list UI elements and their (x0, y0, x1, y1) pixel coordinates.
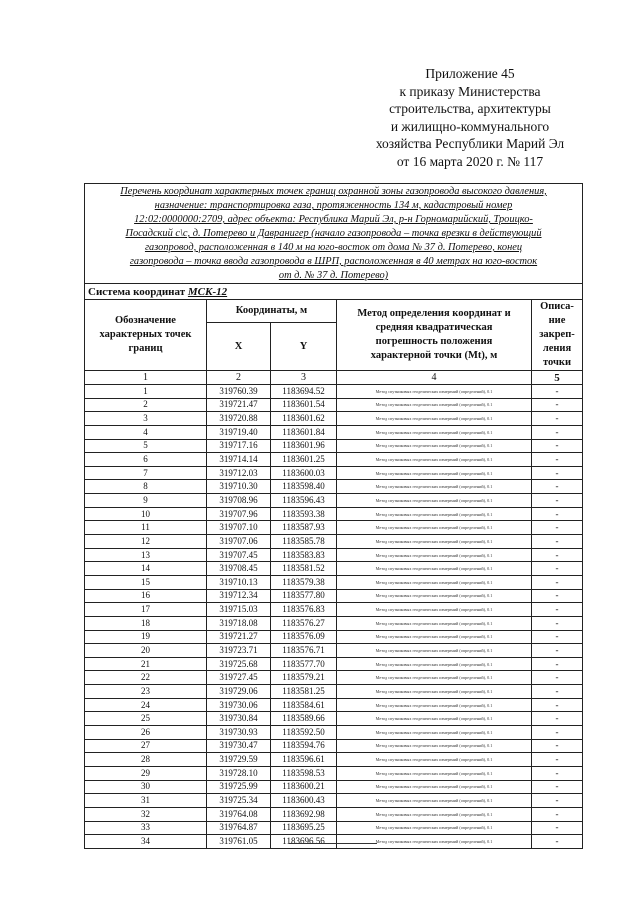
point-number-cell: 12 (85, 535, 207, 549)
y-coordinate-cell: 1183598.40 (271, 480, 337, 494)
y-coordinate-cell: 1183577.70 (271, 657, 337, 671)
y-coordinate-cell: 1183596.61 (271, 753, 337, 767)
method-cell: Метод спутниковых геодезических измерений (определений), 0.1 (337, 616, 532, 630)
table-row (85, 821, 583, 835)
table-row (85, 439, 583, 453)
description-cell: - (532, 412, 583, 426)
header-row (85, 300, 583, 323)
point-number-cell: 14 (85, 562, 207, 576)
table-row (85, 385, 583, 399)
col-coords-header: Координаты, м (207, 300, 337, 323)
table-row (85, 644, 583, 658)
point-number-cell: 29 (85, 766, 207, 780)
description-cell: - (532, 466, 583, 480)
table-row (85, 480, 583, 494)
method-cell: Метод спутниковых геодезических измерений (определений), 0.1 (337, 712, 532, 726)
x-coordinate-cell: 319764.87 (207, 821, 271, 835)
table-row (85, 712, 583, 726)
header-line: Приложение 45 (425, 66, 515, 81)
y-coordinate-cell: 1183592.50 (271, 726, 337, 740)
x-coordinate-cell: 319729.06 (207, 685, 271, 699)
table-row (85, 398, 583, 412)
y-coordinate-cell: 1183598.53 (271, 766, 337, 780)
y-coordinate-cell: 1183581.25 (271, 685, 337, 699)
description-cell: - (532, 685, 583, 699)
point-number-cell: 25 (85, 712, 207, 726)
table-row (85, 794, 583, 808)
x-coordinate-cell: 319730.84 (207, 712, 271, 726)
method-cell: Метод спутниковых геодезических измерений (определений), 0.1 (337, 398, 532, 412)
table-row (85, 780, 583, 794)
method-cell: Метод спутниковых геодезических измерений (определений), 0.1 (337, 562, 532, 576)
x-coordinate-cell: 319708.45 (207, 562, 271, 576)
point-number-cell: 10 (85, 507, 207, 521)
table-row (85, 726, 583, 740)
table-row (85, 494, 583, 508)
column-number: 4 (337, 371, 532, 385)
header-line: к приказу Министерства (399, 83, 541, 99)
method-cell: Метод спутниковых геодезических измерений (определений), 0.1 (337, 425, 532, 439)
y-coordinate-cell: 1183577.80 (271, 589, 337, 603)
table-row (85, 562, 583, 576)
table-row (85, 685, 583, 699)
description-cell: - (532, 548, 583, 562)
description-cell: - (532, 385, 583, 399)
title-line: от д. № 37 д. Потерево) (278, 270, 389, 281)
table-row (85, 589, 583, 603)
table-row (85, 466, 583, 480)
description-cell: - (532, 480, 583, 494)
y-coordinate-cell: 1183576.09 (271, 630, 337, 644)
point-number-cell: 2 (85, 398, 207, 412)
x-coordinate-cell: 319725.68 (207, 657, 271, 671)
method-cell: Метод спутниковых геодезических измерений (определений), 0.1 (337, 494, 532, 508)
point-number-cell: 30 (85, 780, 207, 794)
point-number-cell: 21 (85, 657, 207, 671)
point-number-cell: 5 (85, 439, 207, 453)
description-cell: - (532, 698, 583, 712)
x-coordinate-cell: 319707.10 (207, 521, 271, 535)
method-cell: Метод спутниковых геодезических измерений (определений), 0.1 (337, 385, 532, 399)
point-number-cell: 4 (85, 425, 207, 439)
table-row (85, 807, 583, 821)
system-row (85, 284, 583, 300)
point-number-cell: 13 (85, 548, 207, 562)
table-row (85, 425, 583, 439)
method-cell: Метод спутниковых геодезических измерений (определений), 0.1 (337, 821, 532, 835)
description-cell: - (532, 794, 583, 808)
y-coordinate-cell: 1183600.03 (271, 466, 337, 480)
y-coordinate-cell: 1183601.84 (271, 425, 337, 439)
title-line: Посадский с\с, д. Потерево и Давранигер (начало газопровода – точка врезки в действующий (125, 228, 542, 239)
y-coordinate-cell: 1183576.27 (271, 616, 337, 630)
point-number-cell: 18 (85, 616, 207, 630)
point-number-cell: 23 (85, 685, 207, 699)
method-cell: Метод спутниковых геодезических измерений (определений), 0.1 (337, 603, 532, 617)
method-cell: Метод спутниковых геодезических измерений (определений), 0.1 (337, 835, 532, 849)
x-coordinate-cell: 319725.99 (207, 780, 271, 794)
method-cell: Метод спутниковых геодезических измерений (определений), 0.1 (337, 726, 532, 740)
col-y-header: Y (271, 323, 337, 371)
y-coordinate-cell: 1183600.43 (271, 794, 337, 808)
title-line: назначение: транспортировка газа, протяженность 134 м, кадастровый номер (154, 200, 513, 211)
table-row (85, 412, 583, 426)
header-line: и жилищно-коммунального (390, 118, 550, 134)
point-number-cell: 20 (85, 644, 207, 658)
y-coordinate-cell: 1183584.61 (271, 698, 337, 712)
description-cell: - (532, 753, 583, 767)
method-cell: Метод спутниковых геодезических измерений (определений), 0.1 (337, 753, 532, 767)
table-row (85, 603, 583, 617)
description-cell: - (532, 562, 583, 576)
y-coordinate-cell: 1183694.52 (271, 385, 337, 399)
x-coordinate-cell: 319719.40 (207, 425, 271, 439)
point-number-cell: 11 (85, 521, 207, 535)
description-cell: - (532, 739, 583, 753)
method-cell: Метод спутниковых геодезических измерений (определений), 0.1 (337, 807, 532, 821)
method-cell: Метод спутниковых геодезических измерений (определений), 0.1 (337, 780, 532, 794)
method-cell: Метод спутниковых геодезических измерений (определений), 0.1 (337, 439, 532, 453)
table-row (85, 507, 583, 521)
title-line: Перечень координат характерных точек границ охранной зоны газопровода высокого давления, (120, 186, 547, 197)
x-coordinate-cell: 319728.10 (207, 766, 271, 780)
system-value: МСК-12 (187, 285, 228, 298)
table-title (85, 184, 583, 284)
y-coordinate-cell: 1183576.83 (271, 603, 337, 617)
x-coordinate-cell: 319707.45 (207, 548, 271, 562)
title-line: газопровода – точка ввода газопровода в ШРП, расположенная в 40 метрах на юго-восток (129, 256, 538, 267)
table-row (85, 739, 583, 753)
table-row (85, 753, 583, 767)
description-cell: - (532, 644, 583, 658)
point-number-cell: 22 (85, 671, 207, 685)
x-coordinate-cell: 319712.03 (207, 466, 271, 480)
method-cell: Метод спутниковых геодезических измерений (определений), 0.1 (337, 685, 532, 699)
x-coordinate-cell: 319730.93 (207, 726, 271, 740)
y-coordinate-cell: 1183594.76 (271, 739, 337, 753)
x-coordinate-cell: 319710.13 (207, 575, 271, 589)
description-cell: - (532, 507, 583, 521)
table-row (85, 698, 583, 712)
y-coordinate-cell: 1183583.83 (271, 548, 337, 562)
method-cell: Метод спутниковых геодезических измерений (определений), 0.1 (337, 412, 532, 426)
method-cell: Метод спутниковых геодезических измерений (определений), 0.1 (337, 480, 532, 494)
table-row (85, 766, 583, 780)
y-coordinate-cell: 1183581.52 (271, 562, 337, 576)
title-row (85, 184, 583, 284)
method-cell: Метод спутниковых геодезических измерений (определений), 0.1 (337, 548, 532, 562)
point-number-cell: 24 (85, 698, 207, 712)
x-coordinate-cell: 319720.88 (207, 412, 271, 426)
x-coordinate-cell: 319761.05 (207, 835, 271, 849)
column-number: 2 (207, 371, 271, 385)
description-cell: - (532, 671, 583, 685)
point-number-cell: 31 (85, 794, 207, 808)
description-cell: - (532, 657, 583, 671)
description-cell: - (532, 603, 583, 617)
description-cell: - (532, 535, 583, 549)
y-coordinate-cell: 1183600.21 (271, 780, 337, 794)
appendix-header (340, 65, 600, 171)
point-number-cell: 27 (85, 739, 207, 753)
point-number-cell: 9 (85, 494, 207, 508)
column-number: 1 (85, 371, 207, 385)
y-coordinate-cell: 1183601.96 (271, 439, 337, 453)
x-coordinate-cell: 319723.71 (207, 644, 271, 658)
point-number-cell: 32 (85, 807, 207, 821)
point-number-cell: 15 (85, 575, 207, 589)
x-coordinate-cell: 319707.06 (207, 535, 271, 549)
table-row (85, 671, 583, 685)
system-label: Система координат (88, 285, 186, 298)
x-coordinate-cell: 319714.14 (207, 453, 271, 467)
point-number-cell: 19 (85, 630, 207, 644)
coordinates-table (84, 183, 583, 849)
point-number-cell: 1 (85, 385, 207, 399)
description-cell: - (532, 425, 583, 439)
point-number-cell: 28 (85, 753, 207, 767)
y-coordinate-cell: 1183587.93 (271, 521, 337, 535)
method-cell: Метод спутниковых геодезических измерений (определений), 0.1 (337, 575, 532, 589)
header-line: от 16 марта 2020 г. № 117 (396, 153, 544, 169)
title-line: газопровод, расположенная в 140 м на юго-восток от дома № 37 д. Потерево, конец (144, 242, 523, 253)
x-coordinate-cell: 319717.16 (207, 439, 271, 453)
y-coordinate-cell: 1183692.98 (271, 807, 337, 821)
method-cell: Метод спутниковых геодезических измерений (определений), 0.1 (337, 739, 532, 753)
description-cell: - (532, 521, 583, 535)
x-coordinate-cell: 319730.47 (207, 739, 271, 753)
header-line: строительства, архитектуры (389, 101, 551, 117)
table-row (85, 453, 583, 467)
method-cell: Метод спутниковых геодезических измерений (определений), 0.1 (337, 644, 532, 658)
y-coordinate-cell: 1183589.66 (271, 712, 337, 726)
description-cell: - (532, 575, 583, 589)
header-line: хозяйства Республики Марий Эл (375, 136, 565, 152)
x-coordinate-cell: 319707.96 (207, 507, 271, 521)
point-number-cell: 26 (85, 726, 207, 740)
y-coordinate-cell: 1183596.43 (271, 494, 337, 508)
x-coordinate-cell: 319730.06 (207, 698, 271, 712)
y-coordinate-cell: 1183576.71 (271, 644, 337, 658)
y-coordinate-cell: 1183601.25 (271, 453, 337, 467)
table-row (85, 616, 583, 630)
y-coordinate-cell: 1183585.78 (271, 535, 337, 549)
column-number: 3 (271, 371, 337, 385)
description-cell: - (532, 630, 583, 644)
x-coordinate-cell: 319712.34 (207, 589, 271, 603)
column-number: 5 (532, 371, 583, 385)
description-cell: - (532, 766, 583, 780)
point-number-cell: 3 (85, 412, 207, 426)
point-number-cell: 8 (85, 480, 207, 494)
x-coordinate-cell: 319708.96 (207, 494, 271, 508)
x-coordinate-cell: 319721.27 (207, 630, 271, 644)
method-cell: Метод спутниковых геодезических измерений (определений), 0.1 (337, 766, 532, 780)
y-coordinate-cell: 1183579.21 (271, 671, 337, 685)
description-cell: - (532, 835, 583, 849)
x-coordinate-cell: 319725.34 (207, 794, 271, 808)
x-coordinate-cell: 319718.08 (207, 616, 271, 630)
title-line: 12:02:0000000:2709, адрес объекта: Республика Марий Эл, р-н Горномарийский, Троицко- (134, 214, 533, 225)
point-number-cell: 16 (85, 589, 207, 603)
y-coordinate-cell: 1183593.38 (271, 507, 337, 521)
table-row (85, 835, 583, 849)
col-method-header: Метод определения координат и средняя квадратическая погрешность положения характерной точки (Mt), м (337, 300, 532, 371)
description-cell: - (532, 453, 583, 467)
x-coordinate-cell: 319727.45 (207, 671, 271, 685)
table-row (85, 657, 583, 671)
x-coordinate-cell: 319715.03 (207, 603, 271, 617)
description-cell: - (532, 780, 583, 794)
description-cell: - (532, 439, 583, 453)
method-cell: Метод спутниковых геодезических измерений (определений), 0.1 (337, 698, 532, 712)
method-cell: Метод спутниковых геодезических измерений (определений), 0.1 (337, 671, 532, 685)
description-cell: - (532, 821, 583, 835)
y-coordinate-cell: 1183601.62 (271, 412, 337, 426)
method-cell: Метод спутниковых геодезических измерений (определений), 0.1 (337, 521, 532, 535)
method-cell: Метод спутниковых геодезических измерений (определений), 0.1 (337, 657, 532, 671)
col-description-header: Описа-ние закреп-ления точки (532, 300, 583, 371)
method-cell: Метод спутниковых геодезических измерений (определений), 0.1 (337, 794, 532, 808)
table-row (85, 521, 583, 535)
description-cell: - (532, 726, 583, 740)
x-coordinate-cell: 319764.08 (207, 807, 271, 821)
x-coordinate-cell: 319760.39 (207, 385, 271, 399)
x-coordinate-cell: 319721.47 (207, 398, 271, 412)
point-number-cell: 7 (85, 466, 207, 480)
description-cell: - (532, 712, 583, 726)
method-cell: Метод спутниковых геодезических измерений (определений), 0.1 (337, 589, 532, 603)
method-cell: Метод спутниковых геодезических измерений (определений), 0.1 (337, 630, 532, 644)
table-row (85, 548, 583, 562)
table-row (85, 630, 583, 644)
y-coordinate-cell: 1183695.25 (271, 821, 337, 835)
x-coordinate-cell: 319729.59 (207, 753, 271, 767)
point-number-cell: 6 (85, 453, 207, 467)
description-cell: - (532, 494, 583, 508)
y-coordinate-cell: 1183579.38 (271, 575, 337, 589)
method-cell: Метод спутниковых геодезических измерений (определений), 0.1 (337, 507, 532, 521)
y-coordinate-cell: 1183696.56 (271, 835, 337, 849)
point-number-cell: 33 (85, 821, 207, 835)
table-row (85, 575, 583, 589)
point-number-cell: 34 (85, 835, 207, 849)
method-cell: Метод спутниковых геодезических измерений (определений), 0.1 (337, 466, 532, 480)
footer-divider (289, 843, 377, 844)
table-row (85, 535, 583, 549)
description-cell: - (532, 616, 583, 630)
col-x-header: X (207, 323, 271, 371)
y-coordinate-cell: 1183601.54 (271, 398, 337, 412)
column-number-row (85, 371, 583, 385)
coordinate-system (85, 284, 583, 300)
description-cell: - (532, 589, 583, 603)
description-cell: - (532, 807, 583, 821)
point-number-cell: 17 (85, 603, 207, 617)
method-cell: Метод спутниковых геодезических измерений (определений), 0.1 (337, 535, 532, 549)
method-cell: Метод спутниковых геодезических измерений (определений), 0.1 (337, 453, 532, 467)
x-coordinate-cell: 319710.30 (207, 480, 271, 494)
col-point-header: Обозначение характерных точек границ (85, 300, 207, 371)
description-cell: - (532, 398, 583, 412)
